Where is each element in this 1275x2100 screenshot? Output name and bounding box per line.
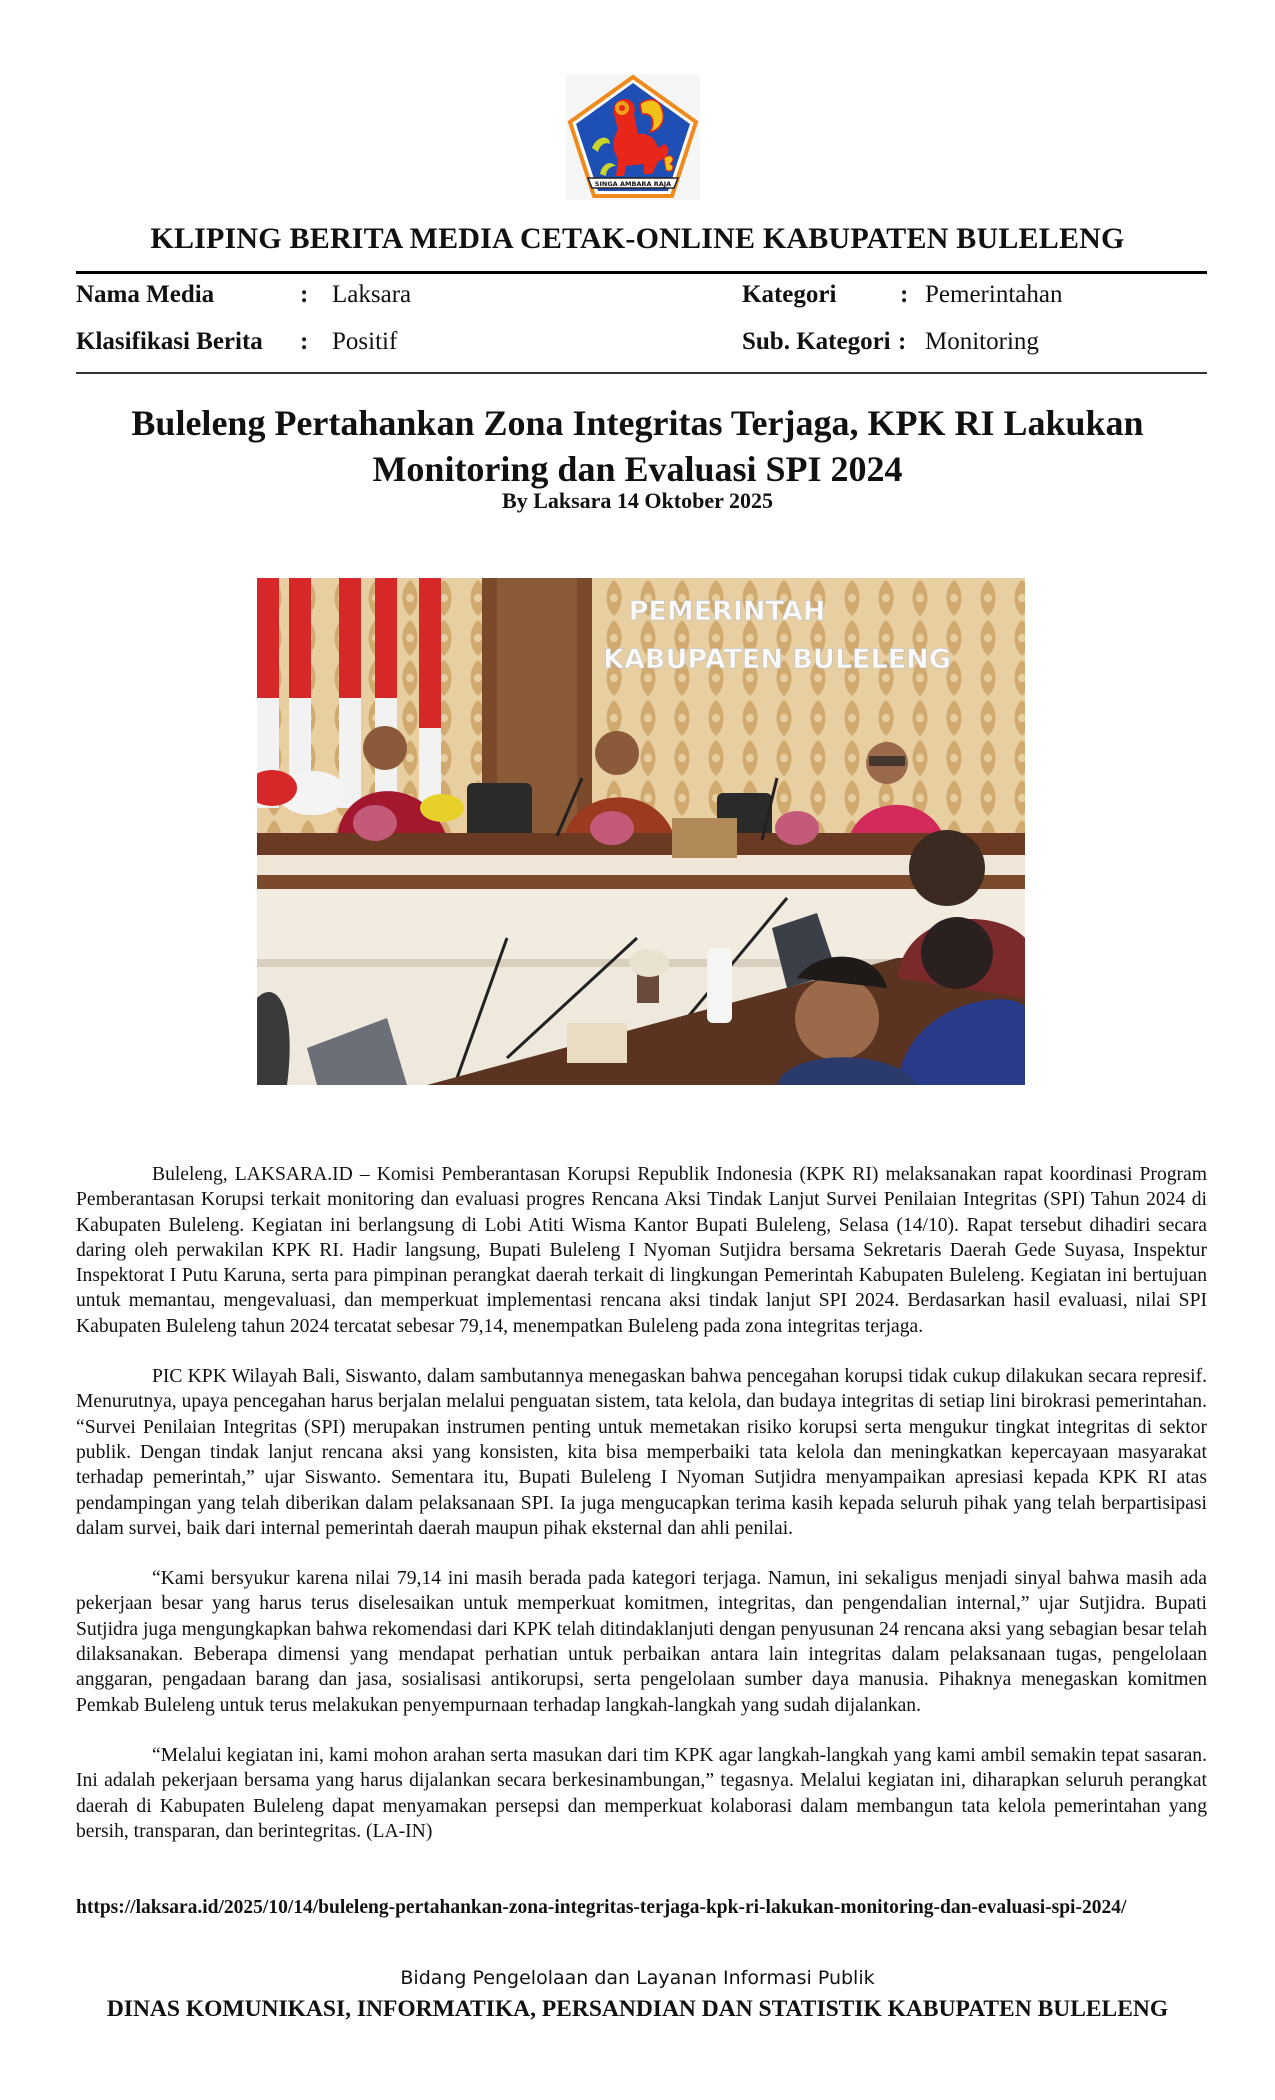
kategori-label: Kategori xyxy=(742,281,837,308)
source-url-link[interactable]: https://laksara.id/2025/10/14/buleleng-pertahankan-zona-integritas-terjaga-kpk-ri-lakukan-monitoring-dan-evaluasi-spi-2024/ xyxy=(76,1897,1127,1918)
kategori-separator: : xyxy=(900,281,909,308)
buleleng-emblem-icon xyxy=(566,74,700,200)
article-body xyxy=(76,1162,1207,1869)
article-photo xyxy=(257,578,1025,1085)
nama-media-value: Laksara xyxy=(332,281,412,308)
headline-line-1: Buleleng Pertahankan Zona Integritas Terjaga, KPK RI Lakukan xyxy=(131,403,1144,443)
article-paragraph: “Melalui kegiatan ini, kami mohon arahan serta masukan dari tim KPK agar langkah-langkah yang kami ambil semakin tepat sasaran. Ini adalah pekerjaan bersama yang harus dijalankan secara berkesinambungan,” tegasnya. Melalui kegiatan ini, diharapkan seluruh perangkat daerah di Kabupaten Buleleng dapat menyamakan persepsi dan memperkuat kolaborasi dalam membangun tata kelola pemerintahan yang bersih, transparan, dan berintegritas. (LA-IN) xyxy=(76,1744,1207,1842)
article-paragraph: Buleleng, LAKSARA.ID – Komisi Pemberantasan Korupsi Republik Indonesia (KPK RI) melaksanakan rapat koordinasi Program Pemberantasan Korupsi terkait monitoring dan evaluasi progres Rencana Aksi Tindak Lanjut Survei Penilaian Integritas (SPI) Tahun 2024 di Kabupaten Buleleng. Kegiatan ini berlangsung di Lobi Atiti Wisma Kantor Bupati Buleleng, Selasa (14/10). Rapat tersebut dihadiri secara daring oleh perwakilan KPK RI. Hadir langsung, Bupati Buleleng I Nyoman Sutjidra bersama Sekretaris Daerah Gede Suyasa, Inspektur Inspektorat I Putu Karuna, serta para pimpinan perangkat daerah terkait di lingkungan Pemerintah Kabupaten Buleleng. Kegiatan ini bertujuan untuk memantau, mengevaluasi, dan memperkuat implementasi rencana aksi tindak lanjut SPI 2024. Berdasarkan hasil evaluasi, nilai SPI Kabupaten Buleleng tahun 2024 tercatat sebesar 79,14, menempatkan Buleleng pada zona integritas terjaga. xyxy=(76,1164,1207,1337)
footer-agency: DINAS KOMUNIKASI, INFORMATIKA, PERSANDIAN DAN STATISTIK KABUPATEN BULELENG xyxy=(106,1996,1169,2022)
wall-sign-line-1: PEMERINTAH xyxy=(628,596,826,627)
kategori-value: Pemerintahan xyxy=(925,281,1063,308)
wall-sign-line-2: KABUPATEN BULELENG xyxy=(603,644,951,675)
klasifikasi-berita-separator: : xyxy=(300,328,309,355)
sub-kategori-separator: : xyxy=(898,328,907,355)
meta-divider xyxy=(76,372,1207,374)
klasifikasi-berita-value: Positif xyxy=(332,328,398,355)
klasifikasi-berita-label: Klasifikasi Berita xyxy=(76,328,263,355)
header-divider xyxy=(76,271,1207,274)
emblem-motto: SINGA AMBARA RAJA xyxy=(594,180,672,188)
article-paragraph: “Kami bersyukur karena nilai 79,14 ini masih berada pada kategori terjaga. Namun, ini sekaligus menjadi sinyal bahwa masih ada pekerjaan besar yang harus terus diselesaikan untuk memperkuat komitmen, integritas, dan pengendalian internal,” ujar Sutjidra. Bupati Sutjidra juga mengungkapkan bahwa rekomendasi dari KPK telah ditindaklanjuti dengan penyusunan 24 rencana aksi yang sebagian besar telah dilaksanakan. Beberapa dimensi yang mendapat perhatian untuk perbaikan antara lain integritas dalam pelaksanaan tugas, pengelolaan anggaran, pengadaan barang dan jasa, sosialisasi antikorupsi, serta pengelolaan sumber daya manusia. Pihaknya menegaskan komitmen Pemkab Buleleng untuk terus melakukan penyempurnaan terhadap langkah-langkah yang sudah dijalankan. xyxy=(76,1568,1207,1716)
nama-media-separator: : xyxy=(300,281,309,308)
article-headline xyxy=(100,400,1175,492)
article-paragraph: PIC KPK Wilayah Bali, Siswanto, dalam sambutannya menegaskan bahwa pencegahan korupsi tidak cukup dilakukan secara represif. Menurutnya, upaya pencegahan harus berjalan melalui penguatan sistem, tata kelola, dan budaya integritas di setiap lini birokrasi pemerintahan. “Survei Penilaian Integritas (SPI) merupakan instrumen penting untuk memetakan risiko korupsi serta mengukur tingkat integritas di sektor publik. Dengan tindak lanjut rencana aksi yang konsisten, kita bisa memperbaiki tata kelola dan meningkatkan kepercayaan masyarakat terhadap pemerintah,” ujar Siswanto. Sementara itu, Bupati Buleleng I Nyoman Sutjidra menyampaikan apresiasi kepada KPK RI atas pendampingan yang telah diberikan dalam pelaksanaan SPI. Ia juga mengucapkan terima kasih kepada seluruh pihak yang telah berpartisipasi dalam survei, baik dari internal pemerintah daerah maupun pihak eksternal dan ahli penilai. xyxy=(76,1366,1207,1539)
sub-kategori-value: Monitoring xyxy=(925,328,1039,355)
footer-department: Bidang Pengelolaan dan Layanan Informasi Publik xyxy=(400,1967,875,1989)
page-title: KLIPING BERITA MEDIA CETAK-ONLINE KABUPATEN BULELENG xyxy=(150,222,1125,255)
buleleng-emblem-logo xyxy=(566,74,700,200)
headline-line-2: Monitoring dan Evaluasi SPI 2024 xyxy=(372,449,903,489)
article-byline: By Laksara 14 Oktober 2025 xyxy=(502,488,773,513)
sub-kategori-label: Sub. Kategori xyxy=(742,328,891,355)
nama-media-label: Nama Media xyxy=(76,281,215,308)
